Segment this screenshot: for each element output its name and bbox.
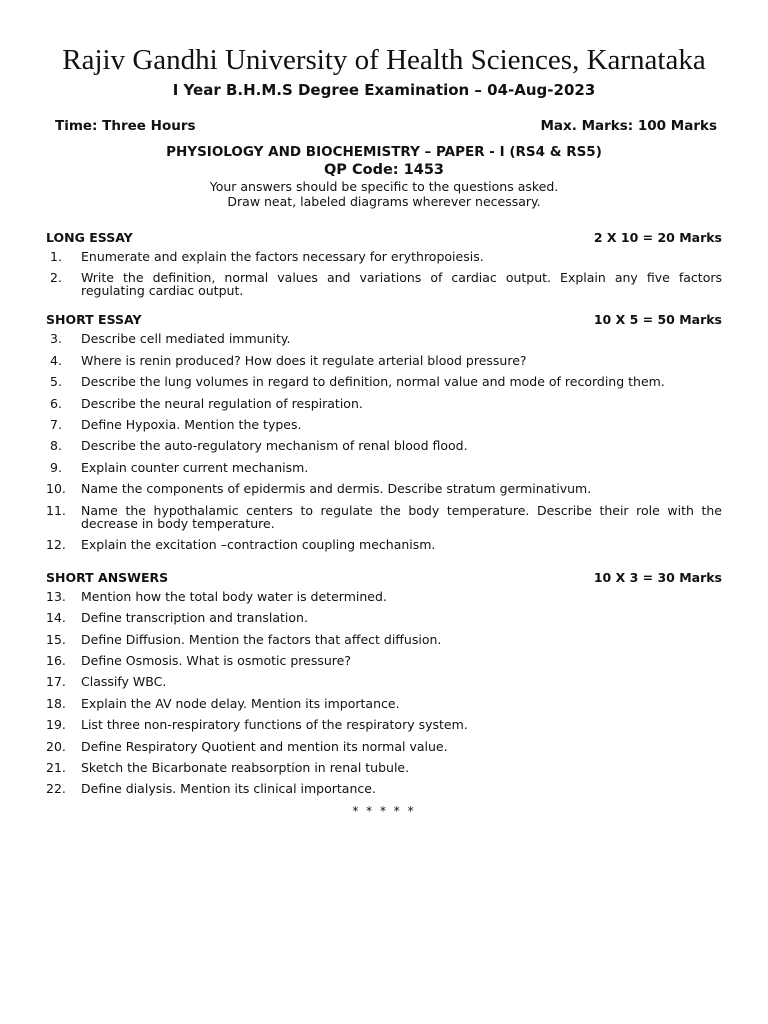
question-item <box>46 740 722 753</box>
section-title: LONG ESSAY <box>46 230 133 245</box>
question-text: Describe the neural regulation of respiration. <box>81 395 363 411</box>
question-list <box>46 590 722 796</box>
subject-title: PHYSIOLOGY AND BIOCHEMISTRY – PAPER - I (RS4 & RS5) <box>166 144 602 160</box>
question-number: 4. <box>50 352 62 368</box>
question-item <box>46 332 722 345</box>
question-item <box>46 461 722 474</box>
question-list <box>46 250 722 297</box>
question-number: 21. <box>46 760 66 776</box>
question-item <box>46 439 722 452</box>
question-item <box>46 250 722 263</box>
question-text: Name the hypothalamic centers to regulate the body temperature. Describe their role with the decrease in body temperature. <box>81 502 722 531</box>
question-item <box>46 761 722 774</box>
instruction-line-1: Your answers should be specific to the questions asked. <box>209 179 559 194</box>
question-text: Where is renin produced? How does it regulate arterial blood pressure? <box>81 352 527 368</box>
question-text: Describe the lung volumes in regard to definition, normal value and mode of recording them. <box>81 374 665 390</box>
section-title: SHORT ANSWERS <box>46 569 169 585</box>
question-number: 5. <box>50 374 62 390</box>
question-text: Define Respiratory Quotient and mention its normal value. <box>81 738 448 754</box>
question-number: 10. <box>46 481 66 497</box>
question-text: Name the components of epidermis and dermis. Describe stratum germinativum. <box>81 481 592 497</box>
question-number: 1. <box>50 249 62 264</box>
question-text: Define Diffusion. Mention the factors that affect diffusion. <box>81 631 442 647</box>
question-text: Define dialysis. Mention its clinical importance. <box>81 781 376 797</box>
question-item <box>46 697 722 710</box>
question-text: Define transcription and translation. <box>81 610 308 626</box>
question-item <box>46 654 722 667</box>
time-label: Time: Three Hours <box>55 118 196 134</box>
question-text: Write the definition, normal values and variations of cardiac output. Explain any five factors regulating cardiac output. <box>81 270 722 299</box>
question-item <box>46 271 722 297</box>
question-item <box>46 397 722 410</box>
question-item <box>46 611 722 624</box>
section-marks: 10 X 3 = 30 Marks <box>593 569 722 585</box>
instruction-line-2: Draw neat, labeled diagrams wherever necessary. <box>227 194 541 209</box>
question-text: Mention how the total body water is determined. <box>81 588 387 604</box>
question-text: List three non-respiratory functions of the respiratory system. <box>81 717 468 733</box>
question-text: Classify WBC. <box>81 674 167 690</box>
question-number: 17. <box>46 674 66 690</box>
question-number: 22. <box>46 781 66 797</box>
exam-title: I Year B.H.M.S Degree Examination – 04-Aug-2023 <box>172 81 596 99</box>
question-text: Describe cell mediated immunity. <box>81 331 291 347</box>
question-item <box>46 504 722 530</box>
section-short-essay <box>46 311 722 551</box>
section-header <box>46 311 722 329</box>
end-mark: * * * * * <box>352 803 416 818</box>
question-text: Describe the auto-regulatory mechanism of renal blood flood. <box>81 438 468 454</box>
section-title: SHORT ESSAY <box>46 312 142 328</box>
question-item <box>46 538 722 551</box>
question-text: Explain counter current mechanism. <box>81 459 309 475</box>
section-header <box>46 229 722 247</box>
question-number: 20. <box>46 738 66 754</box>
university-title: Rajiv Gandhi University of Health Sciences, Karnataka <box>62 44 706 76</box>
question-item <box>46 354 722 367</box>
question-number: 18. <box>46 695 66 711</box>
question-text: Explain the AV node delay. Mention its importance. <box>81 695 400 711</box>
question-item <box>46 633 722 646</box>
question-number: 6. <box>50 395 62 411</box>
question-item <box>46 375 722 388</box>
question-item <box>46 590 722 603</box>
question-item <box>46 675 722 688</box>
question-number: 15. <box>46 631 66 647</box>
question-number: 16. <box>46 653 66 669</box>
sections-container <box>46 229 722 795</box>
section-long-essay <box>46 229 722 297</box>
question-item <box>46 718 722 731</box>
question-number: 3. <box>50 331 62 347</box>
question-item <box>46 782 722 795</box>
question-number: 2. <box>50 270 62 286</box>
qp-code: QP Code: 1453 <box>323 162 445 178</box>
question-item <box>46 418 722 431</box>
question-text: Define Hypoxia. Mention the types. <box>81 416 302 432</box>
max-marks-label: Max. Marks: 100 Marks <box>540 118 717 134</box>
section-short-answers <box>46 569 722 796</box>
question-list <box>46 332 722 551</box>
question-number: 8. <box>50 438 62 454</box>
question-text: Enumerate and explain the factors necessary for erythropoiesis. <box>81 249 484 264</box>
question-number: 14. <box>46 610 66 626</box>
question-number: 19. <box>46 717 66 733</box>
question-text: Define Osmosis. What is osmotic pressure? <box>81 653 352 669</box>
time-marks-row <box>46 116 722 136</box>
question-number: 11. <box>46 502 66 518</box>
section-marks: 2 X 10 = 20 Marks <box>593 230 722 245</box>
question-text: Sketch the Bicarbonate reabsorption in renal tubule. <box>81 760 410 776</box>
section-header <box>46 569 722 587</box>
question-item <box>46 482 722 495</box>
question-number: 7. <box>50 416 62 432</box>
question-number: 9. <box>50 459 62 475</box>
question-number: 12. <box>46 536 66 552</box>
section-marks: 10 X 5 = 50 Marks <box>593 312 722 328</box>
question-text: Explain the excitation –contraction coupling mechanism. <box>81 536 436 552</box>
question-number: 13. <box>46 588 66 604</box>
